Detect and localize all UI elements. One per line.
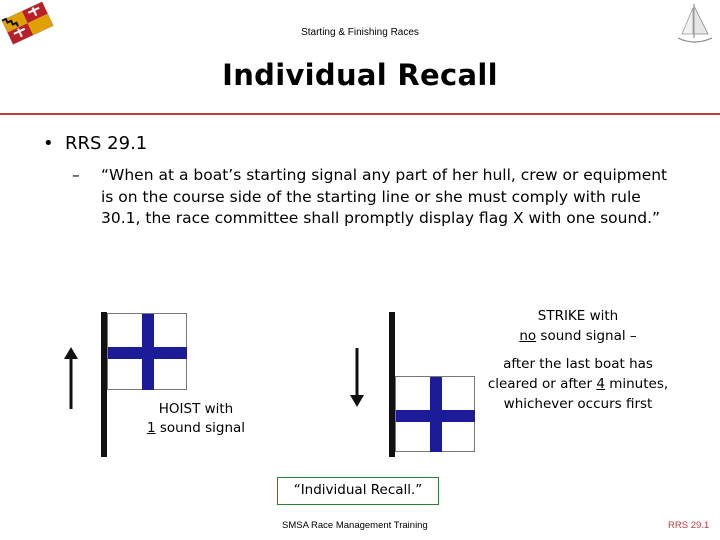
- strike-line5: whichever occurs first: [503, 396, 653, 412]
- up-arrow-icon: [63, 345, 79, 410]
- strike-label: [470, 306, 686, 414]
- maryland-flag-logo: [0, 0, 60, 48]
- sub-bullet-dash: –: [72, 166, 80, 184]
- flag-x-icon: [107, 313, 187, 390]
- strike-minutes: 4: [596, 376, 605, 392]
- strike-line4-pre: cleared or after: [487, 376, 597, 392]
- slide-title: Individual Recall: [222, 58, 498, 92]
- hoist-line2: [128, 419, 264, 438]
- strike-line2: [470, 326, 686, 346]
- bullet-text: RRS 29.1: [65, 133, 148, 154]
- flag-x-icon: [395, 376, 475, 452]
- strike-line4: [470, 374, 686, 394]
- header-title: Starting & Finishing Races: [301, 27, 419, 38]
- title-divider: [0, 113, 720, 115]
- strike-line1: STRIKE with: [537, 308, 619, 324]
- footer-center: SMSA Race Management Training: [282, 520, 428, 531]
- strike-line4-post: minutes,: [604, 376, 669, 392]
- bullet-dot: •: [43, 133, 54, 154]
- hoist-line1: HOIST with: [158, 401, 234, 417]
- strike-line2-rest: sound signal –: [536, 328, 637, 344]
- rule-quote: “When at a boat’s starting signal any part of her hull, crew or equipment is on the course side of the starting line or she must comply with rule 30.1, the race committee shall promptly display flag X with one sound.”: [101, 166, 668, 227]
- hoist-count: 1: [146, 420, 156, 436]
- down-arrow-icon: [349, 347, 365, 409]
- sailboat-logo: [668, 0, 720, 50]
- hoist-line2-rest: sound signal: [155, 420, 246, 436]
- individual-recall-box: “Individual Recall.”: [277, 477, 439, 505]
- sub-bullet: [72, 165, 672, 230]
- footer-rule-ref: RRS 29.1: [668, 520, 710, 531]
- strike-no: no: [519, 328, 537, 344]
- bullet-rrs: [43, 133, 147, 154]
- hoist-label: [128, 400, 264, 438]
- strike-line3: after the last boat has: [503, 356, 653, 372]
